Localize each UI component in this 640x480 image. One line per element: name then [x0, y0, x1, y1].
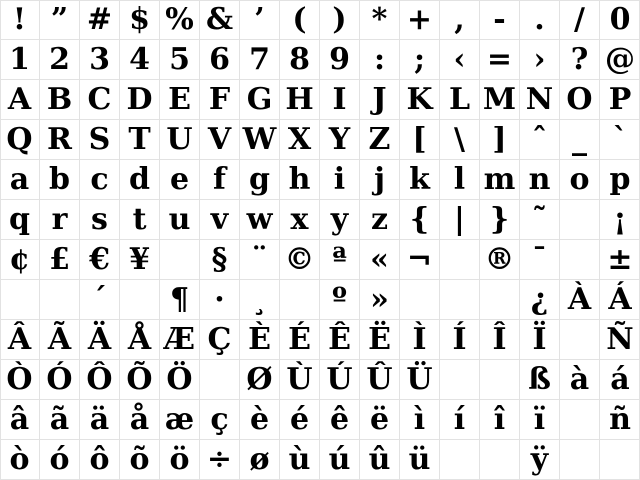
glyph-cell-empty — [280, 280, 320, 320]
glyph-cell: Ç — [200, 320, 240, 360]
glyph-cell: í — [440, 400, 480, 440]
glyph-cell: O — [560, 80, 600, 120]
glyph-cell: q — [0, 200, 40, 240]
glyph-cell: ä — [80, 400, 120, 440]
glyph-cell: B — [40, 80, 80, 120]
glyph-cell: 1 — [0, 40, 40, 80]
glyph-cell: L — [440, 80, 480, 120]
glyph-cell: J — [360, 80, 400, 120]
glyph-cell: n — [520, 160, 560, 200]
glyph-cell: ò — [0, 440, 40, 480]
glyph-cell: w — [240, 200, 280, 240]
glyph-cell: 7 — [240, 40, 280, 80]
glyph-cell: ± — [600, 240, 640, 280]
glyph-cell: Ó — [40, 360, 80, 400]
glyph-cell-empty — [560, 240, 600, 280]
glyph-cell: ‹ — [440, 40, 480, 80]
glyph-cell: ´ — [80, 280, 120, 320]
glyph-cell: ¢ — [0, 240, 40, 280]
glyph-cell: Ë — [360, 320, 400, 360]
glyph-cell: æ — [160, 400, 200, 440]
glyph-cell: ¯ — [520, 240, 560, 280]
glyph-cell-empty — [400, 280, 440, 320]
glyph-cell: ö — [160, 440, 200, 480]
glyph-cell: E — [160, 80, 200, 120]
glyph-cell: å — [120, 400, 160, 440]
glyph-cell: ¸ — [240, 280, 280, 320]
glyph-cell: î — [480, 400, 520, 440]
glyph-cell: * — [360, 0, 400, 40]
glyph-cell: } — [480, 200, 520, 240]
glyph-cell: F — [200, 80, 240, 120]
glyph-cell: b — [40, 160, 80, 200]
glyph-cell: . — [520, 0, 560, 40]
glyph-cell: ê — [320, 400, 360, 440]
glyph-cell: Ü — [400, 360, 440, 400]
glyph-cell: ó — [40, 440, 80, 480]
glyph-cell: À — [560, 280, 600, 320]
glyph-cell-empty — [440, 360, 480, 400]
glyph-cell: ¶ — [160, 280, 200, 320]
glyph-cell: j — [360, 160, 400, 200]
glyph-cell: à — [560, 360, 600, 400]
glyph-cell: Ô — [80, 360, 120, 400]
glyph-cell: | — [440, 200, 480, 240]
glyph-cell: ! — [0, 0, 40, 40]
glyph-cell: u — [160, 200, 200, 240]
glyph-cell: Z — [360, 120, 400, 160]
glyph-cell: ÿ — [520, 440, 560, 480]
glyph-cell: % — [160, 0, 200, 40]
glyph-cell-empty — [120, 280, 160, 320]
glyph-cell: ] — [480, 120, 520, 160]
glyph-cell: ç — [200, 400, 240, 440]
glyph-cell: + — [400, 0, 440, 40]
glyph-cell: ( — [280, 0, 320, 40]
glyph-cell: ; — [400, 40, 440, 80]
glyph-cell: Ñ — [600, 320, 640, 360]
glyph-cell: ? — [560, 40, 600, 80]
glyph-cell: i — [320, 160, 360, 200]
glyph-cell: $ — [120, 0, 160, 40]
glyph-cell: Õ — [120, 360, 160, 400]
glyph-cell: h — [280, 160, 320, 200]
glyph-cell-empty — [160, 240, 200, 280]
glyph-cell: ˆ — [520, 120, 560, 160]
glyph-cell: Ù — [280, 360, 320, 400]
glyph-cell: É — [280, 320, 320, 360]
glyph-cell-empty — [200, 360, 240, 400]
glyph-cell: » — [360, 280, 400, 320]
glyph-cell: T — [120, 120, 160, 160]
glyph-cell: õ — [120, 440, 160, 480]
glyph-cell: \ — [440, 120, 480, 160]
glyph-cell: ’ — [240, 0, 280, 40]
glyph-cell: - — [480, 0, 520, 40]
glyph-cell: Ö — [160, 360, 200, 400]
glyph-cell: I — [320, 80, 360, 120]
glyph-cell: ¡ — [600, 200, 640, 240]
glyph-cell-empty — [600, 440, 640, 480]
glyph-cell: W — [240, 120, 280, 160]
glyph-cell: 5 — [160, 40, 200, 80]
glyph-cell: ÷ — [200, 440, 240, 480]
glyph-cell: f — [200, 160, 240, 200]
glyph-cell: Ï — [520, 320, 560, 360]
glyph-cell: è — [240, 400, 280, 440]
glyph-cell: ¿ — [520, 280, 560, 320]
glyph-cell: ú — [320, 440, 360, 480]
glyph-cell: Í — [440, 320, 480, 360]
glyph-cell: ` — [600, 120, 640, 160]
glyph-cell: Æ — [160, 320, 200, 360]
glyph-cell: e — [160, 160, 200, 200]
glyph-cell: p — [600, 160, 640, 200]
glyph-cell: â — [0, 400, 40, 440]
glyph-cell: s — [80, 200, 120, 240]
glyph-cell: £ — [40, 240, 80, 280]
glyph-cell: o — [560, 160, 600, 200]
glyph-cell: _ — [560, 120, 600, 160]
glyph-cell: G — [240, 80, 280, 120]
glyph-cell: · — [200, 280, 240, 320]
glyph-cell: ß — [520, 360, 560, 400]
glyph-cell: ˜ — [520, 200, 560, 240]
glyph-cell: Ø — [240, 360, 280, 400]
glyph-cell: K — [400, 80, 440, 120]
glyph-cell: Q — [0, 120, 40, 160]
glyph-cell: 2 — [40, 40, 80, 80]
glyph-cell: R — [40, 120, 80, 160]
glyph-cell: ¨ — [240, 240, 280, 280]
glyph-cell: á — [600, 360, 640, 400]
glyph-cell: l — [440, 160, 480, 200]
glyph-cell: ô — [80, 440, 120, 480]
glyph-cell: D — [120, 80, 160, 120]
glyph-cell: © — [280, 240, 320, 280]
glyph-cell: / — [560, 0, 600, 40]
glyph-cell: , — [440, 0, 480, 40]
glyph-cell: ì — [400, 400, 440, 440]
glyph-cell-empty — [40, 280, 80, 320]
glyph-cell: S — [80, 120, 120, 160]
glyph-cell: € — [80, 240, 120, 280]
glyph-cell: ù — [280, 440, 320, 480]
glyph-cell-empty — [440, 440, 480, 480]
glyph-cell: X — [280, 120, 320, 160]
glyph-cell: t — [120, 200, 160, 240]
glyph-cell: ñ — [600, 400, 640, 440]
glyph-cell: Ì — [400, 320, 440, 360]
glyph-cell: Ä — [80, 320, 120, 360]
glyph-cell: ï — [520, 400, 560, 440]
glyph-cell: Û — [360, 360, 400, 400]
glyph-cell: Å — [120, 320, 160, 360]
glyph-cell: x — [280, 200, 320, 240]
glyph-cell: P — [600, 80, 640, 120]
glyph-cell: È — [240, 320, 280, 360]
glyph-cell-empty — [440, 240, 480, 280]
glyph-cell: ¥ — [120, 240, 160, 280]
glyph-cell: # — [80, 0, 120, 40]
glyph-cell: Î — [480, 320, 520, 360]
glyph-cell: Â — [0, 320, 40, 360]
glyph-cell: V — [200, 120, 240, 160]
glyph-cell-empty — [0, 280, 40, 320]
glyph-cell: Ò — [0, 360, 40, 400]
glyph-cell-empty — [560, 320, 600, 360]
glyph-cell: M — [480, 80, 520, 120]
glyph-cell: k — [400, 160, 440, 200]
glyph-cell: § — [200, 240, 240, 280]
glyph-cell: ” — [40, 0, 80, 40]
glyph-cell: c — [80, 160, 120, 200]
glyph-cell-empty — [560, 440, 600, 480]
glyph-cell: ® — [480, 240, 520, 280]
glyph-cell: Ã — [40, 320, 80, 360]
glyph-cell: 0 — [600, 0, 640, 40]
glyph-cell: U — [160, 120, 200, 160]
glyph-cell: ã — [40, 400, 80, 440]
glyph-cell: & — [200, 0, 240, 40]
glyph-cell: 9 — [320, 40, 360, 80]
glyph-cell: C — [80, 80, 120, 120]
glyph-cell: m — [480, 160, 520, 200]
glyph-cell: { — [400, 200, 440, 240]
glyph-cell: [ — [400, 120, 440, 160]
glyph-cell: 3 — [80, 40, 120, 80]
glyph-cell: : — [360, 40, 400, 80]
glyph-cell: d — [120, 160, 160, 200]
glyph-cell: g — [240, 160, 280, 200]
glyph-cell: ) — [320, 0, 360, 40]
glyph-cell: y — [320, 200, 360, 240]
glyph-cell: 8 — [280, 40, 320, 80]
glyph-cell: « — [360, 240, 400, 280]
glyph-cell: z — [360, 200, 400, 240]
glyph-cell: ª — [320, 240, 360, 280]
glyph-cell: a — [0, 160, 40, 200]
glyph-cell: Y — [320, 120, 360, 160]
glyph-cell-empty — [480, 280, 520, 320]
glyph-cell: N — [520, 80, 560, 120]
glyph-cell-empty — [440, 280, 480, 320]
glyph-cell-empty — [480, 360, 520, 400]
glyph-cell-empty — [480, 440, 520, 480]
glyph-cell: H — [280, 80, 320, 120]
glyph-cell: Ê — [320, 320, 360, 360]
glyph-cell: = — [480, 40, 520, 80]
glyph-cell-empty — [560, 400, 600, 440]
glyph-cell: º — [320, 280, 360, 320]
glyph-cell: Á — [600, 280, 640, 320]
glyph-cell: é — [280, 400, 320, 440]
glyph-cell: 4 — [120, 40, 160, 80]
glyph-cell: ¬ — [400, 240, 440, 280]
glyph-cell: 6 — [200, 40, 240, 80]
glyph-cell: r — [40, 200, 80, 240]
glyph-cell: ü — [400, 440, 440, 480]
glyph-cell: › — [520, 40, 560, 80]
glyph-cell: Ú — [320, 360, 360, 400]
glyph-cell: A — [0, 80, 40, 120]
glyph-cell-empty — [560, 200, 600, 240]
glyph-cell: ë — [360, 400, 400, 440]
glyph-cell: @ — [600, 40, 640, 80]
glyph-cell: v — [200, 200, 240, 240]
glyph-cell: û — [360, 440, 400, 480]
glyph-cell: ø — [240, 440, 280, 480]
